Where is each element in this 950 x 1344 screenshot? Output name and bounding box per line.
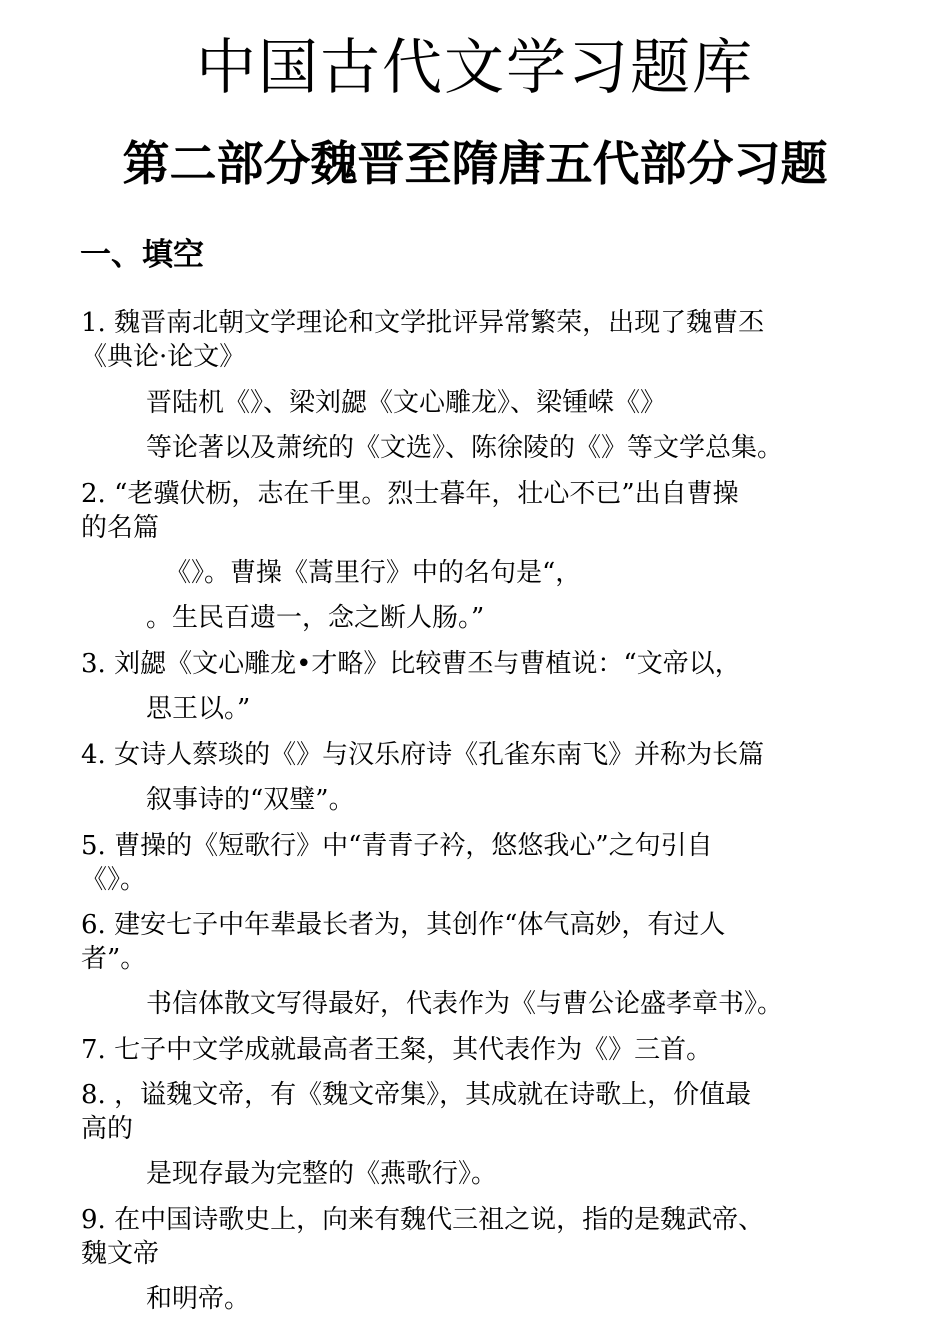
question-3-line-2: 思王以。” xyxy=(146,694,251,724)
question-2-line-2: 的名篇 xyxy=(81,513,160,543)
question-2-line-3: 《》。曹操《蒿里行》中的名句是“， xyxy=(165,558,582,588)
question-9-line-2: 魏文帝 xyxy=(81,1239,160,1269)
question-8-line-2: 高的 xyxy=(81,1114,134,1144)
question-5-line-1: 5. 曹操的《短歌行》中“青青子衿，悠悠我心”之句引自 xyxy=(81,831,713,861)
question-6-line-1: 6. 建安七子中年辈最长者为，其创作“体气高妙，有过人 xyxy=(81,910,726,940)
question-8-line-1: 8. ，谥魏文帝，有《魏文帝集》，其成就在诗歌上，价值最 xyxy=(81,1080,752,1110)
question-5-line-2: 《》。 xyxy=(81,865,147,895)
question-9-line-3: 和明帝。 xyxy=(146,1284,251,1314)
question-6-line-2: 者”。 xyxy=(81,944,147,974)
question-3-line-1: 3. 刘勰《文心雕龙•才略》比较曹丕与曹植说：“文帝以， xyxy=(81,649,741,679)
question-1-line-4: 等论著以及萧统的《文选》、陈徐陵的《》等文学总集。 xyxy=(146,433,784,463)
document-title: 中国古代文学习题库 xyxy=(196,33,754,103)
section-heading: 一、填空 xyxy=(80,237,204,273)
question-4-line-1: 4. 女诗人蔡琰的《》与汉乐府诗《孔雀东南飞》并称为长篇 xyxy=(81,740,765,770)
question-7-line-1: 7. 七子中文学成就最高者王粲，其代表作为《》三首。 xyxy=(81,1035,713,1065)
question-1-line-3: 晋陆机《》、梁刘勰《文心雕龙》、梁锺嵘《》 xyxy=(146,388,667,418)
question-2-line-4: 。生民百遗一，念之断人肠。” xyxy=(146,603,485,633)
question-1-line-1: 1. 魏晋南北朝文学理论和文学批评异常繁荣，出现了魏曹丕 xyxy=(81,308,765,338)
question-8-line-3: 是现存最为完整的《燕歌行》。 xyxy=(146,1159,498,1189)
question-4-line-2: 叙事诗的“双璧”。 xyxy=(146,785,355,815)
question-9-line-1: 9. 在中国诗歌史上，向来有魏代三祖之说，指的是魏武帝、 xyxy=(81,1205,765,1235)
document-subtitle: 第二部分魏晋至隋唐五代部分习题 xyxy=(122,137,828,192)
question-2-line-1: 2. “老骥伏枥，志在千里。烈士暮年，壮心不已”出自曹操 xyxy=(81,479,739,509)
question-6-line-3: 书信体散文写得最好，代表作为《与曹公论盛孝章书》。 xyxy=(146,989,784,1019)
question-1-line-2: 《典论·论文》 xyxy=(81,342,246,372)
